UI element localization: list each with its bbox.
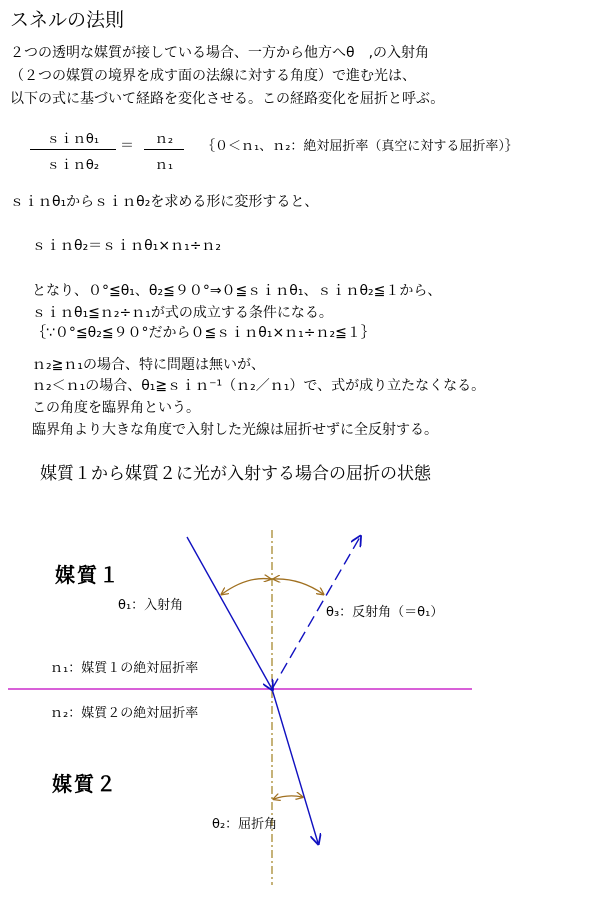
theta3-arc <box>274 579 323 594</box>
theta2-arc <box>274 796 302 799</box>
derivation-line-4: ｓｉｎθ₁≦ｎ₂÷ｎ₁が式の成立する条件になる。 <box>32 305 333 321</box>
formula-right-numerator: ｎ₂ <box>154 132 174 147</box>
derivation-line-1: ｓｉｎθ₁からｓｉｎθ₂を求める形に変形すると、 <box>10 194 319 210</box>
incident-ray <box>187 537 272 689</box>
refracted-ray <box>272 689 318 843</box>
theta1-label: θ₁：入射角 <box>118 598 184 613</box>
formula-equals: ＝ <box>120 138 134 154</box>
page-title: スネルの法則 <box>10 9 125 31</box>
n1-label: ｎ₁：媒質１の絶対屈折率 <box>50 661 199 676</box>
derivation-line-5: ｛∵０°≦θ₂≦９０°だから０≦ｓｉｎθ₁×ｎ₁÷ｎ₂≦１｝ <box>32 325 375 341</box>
formula-right-denominator: ｎ₁ <box>144 149 184 173</box>
diagram-caption: 媒質１から媒質２に光が入射する場合の屈折の状態 <box>40 464 431 484</box>
medium2-label: 媒質２ <box>52 772 118 796</box>
derivation-line-8: この角度を臨界角という。 <box>32 400 200 416</box>
intro-line-3: 以下の式に基づいて経路を変化させる。この経路変化を屈折と呼ぶ。 <box>10 91 445 107</box>
derivation-line-2: ｓｉｎθ₂＝ｓｉｎθ₁×ｎ₁÷ｎ₂ <box>32 238 222 254</box>
n2-label: ｎ₂：媒質２の絶対屈折率 <box>50 706 199 721</box>
theta3-label: θ₃：反射角（＝θ₁） <box>326 605 444 620</box>
formula-left-numerator: ｓｉｎθ₁ <box>46 132 100 147</box>
intro-line-2: （２つの媒質の境界を成す面の法線に対する角度）で進む光は、 <box>10 68 416 84</box>
derivation-line-6: ｎ₂≧ｎ₁の場合、特に問題は無いが、 <box>32 357 265 373</box>
formula-left-denominator: ｓｉｎθ₂ <box>30 149 116 173</box>
medium1-label: 媒質１ <box>55 563 121 587</box>
intro-line-1: ２つの透明な媒質が接している場合、一方から他方へθ ,の入射角 <box>10 45 430 61</box>
derivation-line-9: 臨界角より大きな角度で入射した光線は屈折せずに全反射する。 <box>32 422 438 438</box>
theta2-label: θ₂：屈折角 <box>212 817 278 832</box>
formula-note: ｛０＜ｎ₁、ｎ₂：絶対屈折率（真空に対する屈折率）｝ <box>202 139 518 154</box>
theta1-arc <box>222 579 270 594</box>
derivation-line-7: ｎ₂＜ｎ₁の場合、θ₁≧ｓｉｎ⁻¹（ｎ₂／ｎ₁）で、式が成り立たなくなる。 <box>32 378 486 394</box>
derivation-line-3: となり、０°≦θ₁、θ₂≦９０°⇒０≦ｓｉｎθ₁、ｓｉｎθ₂≦１から、 <box>32 283 442 299</box>
